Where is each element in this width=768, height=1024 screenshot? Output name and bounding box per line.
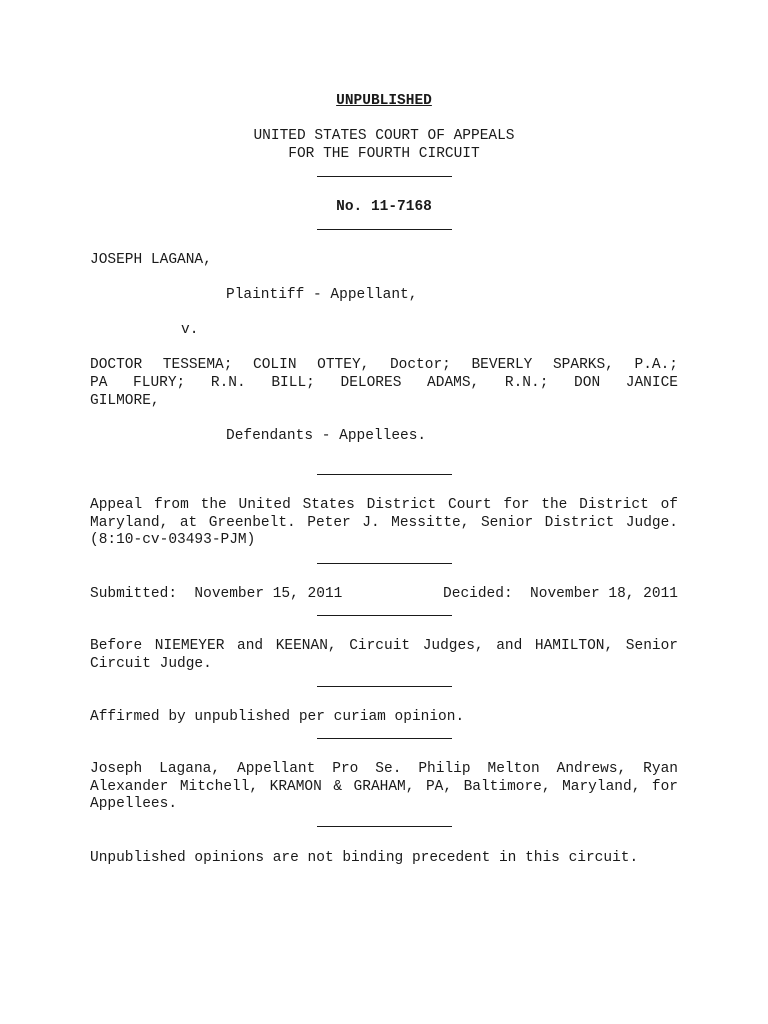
appeal-statement: Appeal from the United States District Court for the District of Maryland, at Greenbelt. Peter J. Messitte, Senior District Judge. (8:10-cv-03493-PJM) <box>90 497 678 548</box>
defendants-role: Defendants - Appellees. <box>226 428 427 444</box>
counsel-listing: Joseph Lagana, Appellant Pro Se. Philip Melton Andrews, Ryan Alexander Mitchell, KRAMON & GRAHAM, PA, Baltimore, Maryland, for Appellees. <box>90 761 678 812</box>
divider-rule <box>317 686 452 687</box>
defendants-line-1: DOCTOR TESSEMA; COLIN OTTEY, Doctor; BEVERLY SPARKS, P.A.; <box>90 357 678 373</box>
divider-rule <box>317 615 452 616</box>
divider-rule <box>317 738 452 739</box>
divider-rule <box>317 474 452 475</box>
decided-date: Decided: November 18, 2011 <box>443 586 678 602</box>
divider-rule <box>317 826 452 827</box>
unpublished-heading: UNPUBLISHED <box>336 93 432 109</box>
divider-rule <box>317 563 452 564</box>
versus: v. <box>181 322 199 338</box>
court-name-line2: FOR THE FOURTH CIRCUIT <box>288 146 480 162</box>
divider-rule <box>317 229 452 230</box>
case-number: No. 11-7168 <box>336 199 432 215</box>
disposition: Affirmed by unpublished per curiam opinion. <box>90 709 465 725</box>
precedent-note: Unpublished opinions are not binding precedent in this circuit. <box>90 850 639 866</box>
plaintiff-role: Plaintiff - Appellant, <box>226 287 418 303</box>
defendants-line-3: GILMORE, <box>90 393 160 409</box>
panel-judges: Before NIEMEYER and KEENAN, Circuit Judges, and HAMILTON, Senior Circuit Judge. <box>90 638 678 672</box>
divider-rule <box>317 176 452 177</box>
submitted-date: Submitted: November 15, 2011 <box>90 586 343 602</box>
defendants-line-2: PA FLURY; R.N. BILL; DELORES ADAMS, R.N.; DON JANICE <box>90 375 678 391</box>
plaintiff-name: JOSEPH LAGANA, <box>90 252 212 268</box>
court-name-line1: UNITED STATES COURT OF APPEALS <box>253 128 515 144</box>
